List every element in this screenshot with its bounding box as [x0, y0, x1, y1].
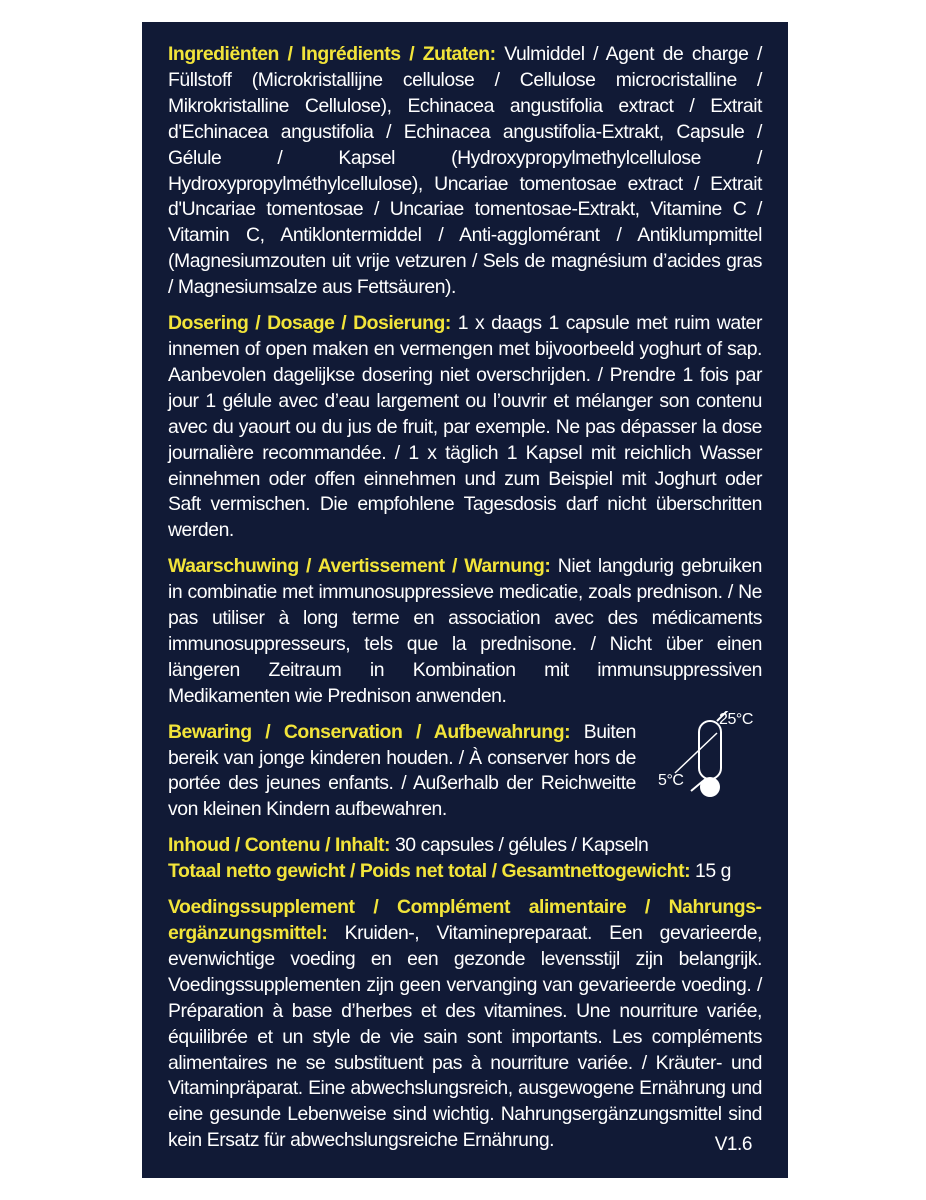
contents-text: 30 capsules / gélules / Kapseln	[390, 834, 649, 857]
ingredients-heading: Ingrediënten / Ingrédients / Zutaten:	[168, 43, 496, 65]
supplement-section	[168, 895, 762, 1154]
net-weight-section	[168, 859, 762, 885]
version-label: V1.6	[714, 1134, 752, 1156]
temperature-range-icon	[651, 711, 781, 811]
warning-text: Niet langdurig gebruiken in combinatie met immunosuppressieve medicatie, zoals prednison. / Ne pas utiliser à long terme en association avec des médicaments immunosuppresseurs, tels que la prednisone. / Nicht über einen längeren Zeitraum in Kombination mit immunsuppressiven Medikamenten wie Prednison anwenden.	[168, 555, 762, 707]
dosage-text: 1 x daags 1 capsule met ruim water innemen of open maken en vermengen met bijvoorbeeld yoghurt of sap. Aanbevolen dagelijkse dosering niet overschrijden. / Prendre 1 fois par jour 1 gélule avec d’eau largement ou l’ouvrir et mélanger son contenu avec du yaourt ou du jus de fruit, par exemple. Ne pas dépasser la dose journalière recommandée. / 1 x täglich 1 Kapsel mit reichlich Wasser einnehmen oder offen einnehmen und zum Beispiel mit Joghurt oder Saft vermischen. Die empfohlene Tagesdosis darf nicht überschritten werden.	[168, 312, 762, 542]
dosage-heading: Dosering / Dosage / Dosierung:	[168, 312, 451, 335]
supplement-heading: Voedingssupplement / Complément alimentaire / Nahrungsergänzungsmittel:	[168, 896, 762, 944]
warning-section	[168, 554, 762, 709]
ingredients-section	[168, 42, 762, 301]
contents-section	[168, 833, 762, 859]
net-weight-heading: Totaal netto gewicht / Poids net total / Gesamtnettogewicht:	[168, 860, 691, 883]
warning-heading: Waarschuwing / Avertissement / Warnung:	[168, 555, 551, 578]
contents-heading: Inhoud / Contenu / Inhalt:	[168, 834, 391, 857]
ingredients-text: Vulmiddel / Agent de charge / Füllstoff (Microkristallijne cellulose / Cellulose microcristalline / Mikrokristalline Cellulose), Echinacea angustifolia extract / Extrait d'Echinacea angustifolia / Echinacea angustifolia-Extrakt, Capsule / Gélule / Kapsel (Hydroxypropylmethylcellulose / Hydroxypropylméthylcellulose), Uncariae tomentosae extract / Extrait d'Uncariae tomentosae / Uncariae tomentosae-Extrakt, Vitamine C / Vitamin C, Antiklontermiddel / Anti-agglomérant / Antiklumpmittel (Magnesiumzouten uit vrije vetzuren / Sels de magnésium d’acides gras / Magnesiumsalze aus Fettsäuren).	[168, 43, 762, 299]
dosage-section	[168, 311, 762, 544]
net-weight-text: 15 g	[690, 860, 731, 883]
storage-section	[168, 710, 762, 824]
storage-heading: Bewaring / Conservation / Aufbewahrung:	[168, 720, 571, 743]
max-temperature: 25°C	[719, 710, 753, 728]
supplement-text: Kruiden-, Vitaminepreparaat. Een gevarieerde, evenwichtige voeding en een gezonde levensstijl zijn belangrijk. Voedingssupplementen zijn geen vervanging van gevarieerde voeding. / Préparation à base d’herbes et des vitamines. Une nourriture variée, équilibrée et un style de vie sain sont importants. Les compléments alimentaires ne se substituent pas à nourriture variée. / Kräuter- und Vitaminpräparat. Eine abwechslungsreich, ausgewogene Ernährung und eine gesunde Lebenweise sind wichtig. Nahrungsergänzungsmittel sind kein Ersatz für abwechslungsreiche Ernährung.	[168, 922, 762, 1152]
storage-paragraph	[168, 720, 636, 824]
min-temperature: 5°C	[658, 771, 684, 789]
thermometer-icon	[651, 711, 781, 811]
storage-text: Buiten bereik van jonge kinderen houden. / À conserver hors de portée des jeunes enfants. / Außerhalb der Reichweitte von kleinen Kindern aufbewahren.	[168, 720, 636, 821]
product-label-panel	[142, 22, 788, 1178]
